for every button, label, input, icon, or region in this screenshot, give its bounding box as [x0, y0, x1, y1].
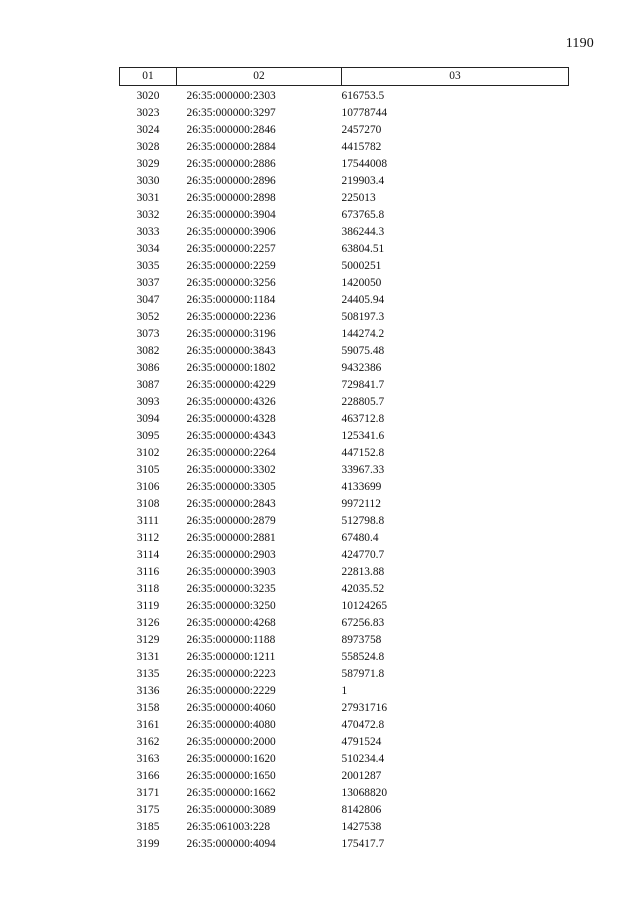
- cell-cadastral-id: 26:35:000000:4328: [186, 413, 276, 425]
- table-row: [120, 666, 569, 683]
- cell-value: 219903.4: [341, 175, 385, 187]
- cell-cadastral-id: 26:35:000000:2264: [186, 447, 276, 459]
- table-row: [120, 598, 569, 615]
- cell-value: 2457270: [341, 124, 382, 136]
- cell-value: 463712.8: [341, 413, 385, 425]
- cell-number: 3023: [136, 107, 160, 119]
- cell-value: 386244.3: [341, 226, 385, 238]
- cell-cadastral-id: 26:35:000000:3089: [186, 804, 276, 816]
- cell-value: 22813.88: [341, 566, 385, 578]
- table-row: [120, 717, 569, 734]
- cell-cadastral-id: 26:35:000000:3302: [186, 464, 276, 476]
- cell-value: 175417.7: [341, 838, 385, 850]
- cell-number: 3094: [136, 413, 160, 425]
- cell-number: 3105: [136, 464, 160, 476]
- cell-number: 3129: [136, 634, 160, 646]
- cell-cadastral-id: 26:35:000000:1184: [186, 294, 276, 306]
- cell-number: 3086: [136, 362, 160, 374]
- table-row: [120, 292, 569, 309]
- cell-cadastral-id: 26:35:000000:3297: [186, 107, 276, 119]
- cell-value: 33967.33: [341, 464, 385, 476]
- cell-cadastral-id: 26:35:000000:1620: [186, 753, 276, 765]
- table-row: [120, 649, 569, 666]
- cell-number: 3106: [136, 481, 160, 493]
- cell-value: 125341.6: [341, 430, 385, 442]
- cell-number: 3052: [136, 311, 160, 323]
- cell-number: 3136: [136, 685, 160, 697]
- column-header-02: 02: [177, 68, 342, 86]
- cell-cadastral-id: 26:35:000000:3250: [186, 600, 276, 612]
- table-row: [120, 819, 569, 836]
- cell-cadastral-id: 26:35:000000:1211: [186, 651, 276, 663]
- cell-number: 3047: [136, 294, 160, 306]
- cell-value: 8973758: [341, 634, 382, 646]
- cell-value: 13068820: [341, 787, 388, 799]
- cell-number: 3199: [136, 838, 160, 850]
- cell-number: 3161: [136, 719, 160, 731]
- cell-cadastral-id: 26:35:000000:3903: [186, 566, 276, 578]
- cell-number: 3112: [136, 532, 160, 544]
- table-row: [120, 190, 569, 207]
- table-row: [120, 411, 569, 428]
- cell-value: 67256.83: [341, 617, 385, 629]
- table-row: [120, 496, 569, 513]
- cell-value: 510234.4: [341, 753, 385, 765]
- table-row: [120, 530, 569, 547]
- table-row: [120, 139, 569, 156]
- cell-cadastral-id: 26:35:000000:2223: [186, 668, 276, 680]
- cell-cadastral-id: 26:35:000000:2229: [186, 685, 276, 697]
- table-row: [120, 105, 569, 122]
- table-row: [120, 683, 569, 700]
- table-body: [120, 86, 569, 854]
- table-row: [120, 275, 569, 292]
- cell-cadastral-id: 26:35:000000:2896: [186, 175, 276, 187]
- page-number: 1190: [565, 36, 594, 51]
- cell-cadastral-id: 26:35:000000:4094: [186, 838, 276, 850]
- cell-number: 3118: [136, 583, 160, 595]
- cell-number: 3034: [136, 243, 160, 255]
- cell-value: 59075.48: [341, 345, 385, 357]
- cell-number: 3162: [136, 736, 160, 748]
- cell-number: 3166: [136, 770, 160, 782]
- cell-number: 3035: [136, 260, 160, 272]
- table-row: [120, 428, 569, 445]
- cell-cadastral-id: 26:35:000000:3843: [186, 345, 276, 357]
- cell-number: 3037: [136, 277, 160, 289]
- cell-cadastral-id: 26:35:000000:3904: [186, 209, 276, 221]
- table-row: [120, 241, 569, 258]
- cell-cadastral-id: 26:35:000000:4268: [186, 617, 276, 629]
- cell-cadastral-id: 26:35:000000:2884: [186, 141, 276, 153]
- cell-number: 3171: [136, 787, 160, 799]
- cell-value: 4791524: [341, 736, 382, 748]
- cell-number: 3185: [136, 821, 160, 833]
- cell-value: 447152.8: [341, 447, 385, 459]
- cell-cadastral-id: 26:35:000000:1650: [186, 770, 276, 782]
- cell-cadastral-id: 26:35:000000:2898: [186, 192, 276, 204]
- table-row: [120, 751, 569, 768]
- cell-number: 3024: [136, 124, 160, 136]
- column-header-03: 03: [342, 68, 569, 86]
- table-row: [120, 734, 569, 751]
- cell-number: 3126: [136, 617, 160, 629]
- cell-number: 3082: [136, 345, 160, 357]
- cell-cadastral-id: 26:35:000000:3906: [186, 226, 276, 238]
- table-row: [120, 326, 569, 343]
- cell-cadastral-id: 26:35:000000:3196: [186, 328, 276, 340]
- cell-value: 24405.94: [341, 294, 385, 306]
- cell-cadastral-id: 26:35:000000:2879: [186, 515, 276, 527]
- table-row: [120, 122, 569, 139]
- table-row: [120, 785, 569, 802]
- cell-number: 3163: [136, 753, 160, 765]
- cell-number: 3029: [136, 158, 160, 170]
- table-row: [120, 581, 569, 598]
- cell-value: 228805.7: [341, 396, 385, 408]
- table-row: [120, 377, 569, 394]
- cell-number: 3111: [137, 515, 159, 527]
- cell-value: 4415782: [341, 141, 382, 153]
- cell-cadastral-id: 26:35:000000:3235: [186, 583, 276, 595]
- cell-cadastral-id: 26:35:000000:2259: [186, 260, 276, 272]
- table-row: [120, 768, 569, 785]
- cell-value: 27931716: [341, 702, 388, 714]
- cell-value: 9432386: [341, 362, 382, 374]
- cell-cadastral-id: 26:35:000000:4080: [186, 719, 276, 731]
- table-row: [120, 632, 569, 649]
- table-row: [120, 173, 569, 190]
- table-row: [120, 547, 569, 564]
- table-row: [120, 462, 569, 479]
- cell-value: 8142806: [341, 804, 382, 816]
- cell-value: 470472.8: [341, 719, 385, 731]
- cell-number: 3116: [136, 566, 160, 578]
- cell-cadastral-id: 26:35:000000:1188: [186, 634, 276, 646]
- cell-cadastral-id: 26:35:000000:2886: [186, 158, 276, 170]
- table-row: [120, 836, 569, 853]
- table-row: [120, 445, 569, 462]
- cell-cadastral-id: 26:35:000000:1662: [186, 787, 276, 799]
- table-row: [120, 207, 569, 224]
- cell-number: 3020: [136, 90, 160, 102]
- cell-value: 144274.2: [341, 328, 385, 340]
- cell-value: 587971.8: [341, 668, 385, 680]
- cell-cadastral-id: 26:35:000000:2846: [186, 124, 276, 136]
- cell-number: 3095: [136, 430, 160, 442]
- cell-value: 673765.8: [341, 209, 385, 221]
- cell-value: 558524.8: [341, 651, 385, 663]
- table-row: [120, 479, 569, 496]
- cell-value: 512798.8: [341, 515, 385, 527]
- cell-number: 3175: [136, 804, 160, 816]
- table-row: [120, 394, 569, 411]
- cell-number: 3032: [136, 209, 160, 221]
- cell-value: 17544008: [341, 158, 388, 170]
- table-row: [120, 343, 569, 360]
- table-row: [120, 615, 569, 632]
- cell-cadastral-id: 26:35:000000:3305: [186, 481, 276, 493]
- cell-value: 508197.3: [341, 311, 385, 323]
- table-row: [120, 700, 569, 717]
- cell-cadastral-id: 26:35:000000:4326: [186, 396, 276, 408]
- table-row: [120, 513, 569, 530]
- cell-cadastral-id: 26:35:000000:1802: [186, 362, 276, 374]
- cell-number: 3108: [136, 498, 160, 510]
- cell-number: 3087: [136, 379, 160, 391]
- cell-cadastral-id: 26:35:000000:2236: [186, 311, 276, 323]
- table-row: [120, 258, 569, 275]
- cell-value: 424770.7: [341, 549, 385, 561]
- cell-number: 3114: [136, 549, 160, 561]
- table-row: [120, 86, 569, 106]
- cell-value: 616753.5: [341, 90, 385, 102]
- table-row: [120, 360, 569, 377]
- cell-number: 3093: [136, 396, 160, 408]
- cell-cadastral-id: 26:35:000000:4060: [186, 702, 276, 714]
- column-header-01: 01: [120, 68, 177, 86]
- table-row: [120, 224, 569, 241]
- cell-value: 10778744: [341, 107, 388, 119]
- cell-cadastral-id: 26:35:000000:2903: [186, 549, 276, 561]
- cell-cadastral-id: 26:35:000000:4343: [186, 430, 276, 442]
- cell-value: 4133699: [341, 481, 382, 493]
- cell-cadastral-id: 26:35:000000:2000: [186, 736, 276, 748]
- cell-value: 225013: [341, 192, 376, 204]
- cell-cadastral-id: 26:35:000000:2303: [186, 90, 276, 102]
- table-row: [120, 156, 569, 173]
- table-row: [120, 802, 569, 819]
- cell-number: 3119: [136, 600, 160, 612]
- header-row: [120, 68, 569, 86]
- cell-number: 3102: [136, 447, 160, 459]
- cell-cadastral-id: 26:35:000000:2843: [186, 498, 276, 510]
- table-row: [120, 564, 569, 581]
- cell-cadastral-id: 26:35:000000:2257: [186, 243, 276, 255]
- cell-value: 1427538: [341, 821, 382, 833]
- cell-value: 729841.7: [341, 379, 385, 391]
- cell-value: 5000251: [341, 260, 382, 272]
- cell-value: 9972112: [341, 498, 381, 510]
- cell-value: 42035.52: [341, 583, 385, 595]
- cell-value: 10124265: [341, 600, 388, 612]
- data-table: [119, 67, 569, 853]
- cell-number: 3028: [136, 141, 160, 153]
- cell-cadastral-id: 26:35:000000:4229: [186, 379, 276, 391]
- table-row: [120, 309, 569, 326]
- table-header: [120, 68, 569, 86]
- cell-value: 1: [341, 685, 348, 697]
- cell-value: 1420050: [341, 277, 382, 289]
- cell-value: 2001287: [341, 770, 382, 782]
- cell-number: 3030: [136, 175, 160, 187]
- cell-number: 3131: [136, 651, 160, 663]
- cell-cadastral-id: 26:35:061003:228: [186, 821, 271, 833]
- cell-number: 3031: [136, 192, 160, 204]
- cell-number: 3135: [136, 668, 160, 680]
- cell-number: 3073: [136, 328, 160, 340]
- cell-number: 3158: [136, 702, 160, 714]
- cell-number: 3033: [136, 226, 160, 238]
- cell-cadastral-id: 26:35:000000:3256: [186, 277, 276, 289]
- cell-value: 67480.4: [341, 532, 379, 544]
- cell-cadastral-id: 26:35:000000:2881: [186, 532, 276, 544]
- cell-value: 63804.51: [341, 243, 385, 255]
